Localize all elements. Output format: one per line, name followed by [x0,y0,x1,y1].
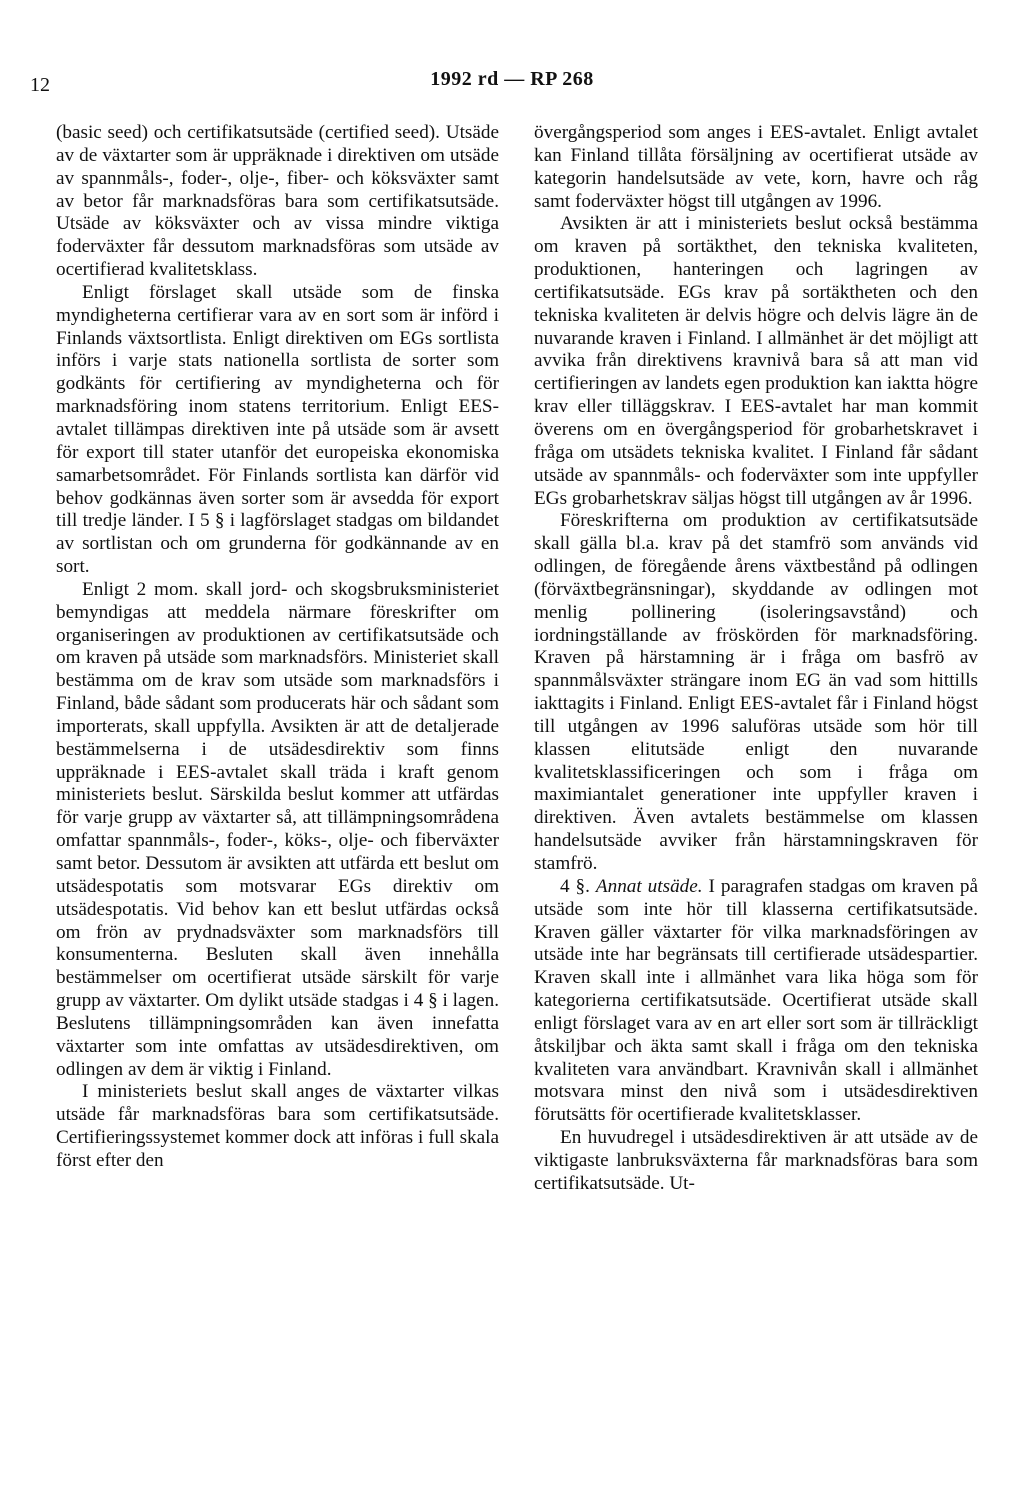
running-head: 1992 rd — RP 268 [430,68,594,90]
paragraph: Avsikten är att i ministeriets beslut också bestämma om kraven på sortäkthet, den tekniska kvaliteten, produktionen, hanteringen och lagringen av certifikatsutsäde. EGs krav på sortäktheten och den tekniska kvaliteten är delvis högre och delvis lägre än de nuvarande kraven i Finland. I allmänhet är det möjligt att avvika från direktivens kravnivå bara så att man vid certifieringen av landets egen produktion kan iaktta högre krav eller tilläggskrav. I EES-avtalet har man kommit överens om en övergångsperiod för grobarhetskravet i fråga om utsädets tekniska kvalitet. I Finland får sådant utsäde av spannmåls- och foderväxter som inte uppfyller EGs grobarhetskrav säljas högst till utgången av år 1996. [534,213,978,509]
paragraph: Enligt förslaget skall utsäde som de finska myndigheterna certifierar vara av en sort som är införd i Finlands växtsortlista. Enligt direktiven om EGs sortlista införs i varje stats nationella sortlista de sorter som godkänts för certifiering av myndigheterna och för marknadsföring inom statens territorium. Enligt EES-avtalet tillämpas direktiven inte på utsäde som är avsett för export till stater utanför det europeiska ekonomiska samarbetsområdet. För Finlands sortlista kan därför vid behov godkännas även sorter som är avsedda för export till tredje länder. I 5 § i lagförslaget stadgas om bildandet av sortlistan och om grunderna för godkännande av en sort. [56,281,499,578]
paragraph: I ministeriets beslut skall anges de växtarter vilkas utsäde får marknadsföras bara som certifikatsutsäde. Certifieringssystemet kommer dock att införas i full skala först efter den [56,1081,499,1171]
right-column [534,122,978,1196]
paragraph: Föreskrifterna om produktion av certifikatsutsäde skall gälla bl.a. krav på det stamfrö som används vid odlingen, de föregående årens växtbestånd på odlingen (förväxtbegränsningar), skyddande av odlingen mot menlig pollinering (isoleringsavstånd) och iordningställande av fröskörden för marknadsföring. Kraven på härstamning är i fråga om basfrö av spannmålsväxter strängare inom EG än vad som hittills iakttagits i Finland. Enligt EES-avtalet får i Finland högst till utgången av 1996 saluföras utsäde som hör till klassen elitutsäde enligt den nuvarande kvalitetsklassificeringen och som i fråga om maximiantalet generationer inte uppfyller kraven i direktiven. Även avtalets bestämmelse om klassen handelsutsäde avviker från härstamningskraven för stamfrö. [534,510,978,874]
section-number: 4 §. [560,875,590,897]
paragraph: övergångsperiod som anges i EES-avtalet. Enligt avtalet kan Finland tillåta försäljning av ocertifierat utsäde av kategorin handelsutsäde av vete, korn, havre och råg samt foderväxter högst till utgången av 1996. [534,122,978,212]
section-paragraph [534,876,978,1127]
paragraph: (basic seed) och certifikatsutsäde (certified seed). Utsäde av de växtarter som är uppräknade i direktiven om utsäde av spannmåls-, foder-, olje-, fiber- och köksväxter samt av betor får marknadsföras bara som certifikatsutsäde. Utsäde av köksväxter och av vissa mindre viktiga foderväxter får dessutom marknadsföras som utsäde av ocertifierad kvalitetsklass. [56,122,499,281]
left-column [56,122,499,1173]
page-number: 12 [30,74,50,96]
paragraph: Enligt 2 mom. skall jord- och skogsbruksministeriet bemyndigas att meddela närmare föreskrifter om organiseringen av produktionen av certifikatsutsäde och om kraven på utsäde som marknadsförs. Ministeriet skall bestämma om de krav som utsäde som marknadsförs i Finland, både sådant som producerats här och sådant som importerats, skall uppfylla. Avsikten är att de detaljerade bestämmelserna i de utsädesdirektiv som finns uppräknade i EES-avtalet skall träda i kraft genom ministeriets beslut. Särskilda beslut kommer att utfärdas för varje grupp av växtarter så, att tillämpningsområdena omfattar spannmåls-, foder-, köks-, olje- och fiberväxter samt betor. Dessutom är avsikten att utfärda ett beslut om utsädespotatis som motsvarar EGs direktiv om utsädespotatis. Vid behov kan ett beslut utfärdas också om frön av prydnadsväxter som marknadsförs till konsumenterna. Besluten skall även innehålla bestämmelser om ocertifierat utsäde särskilt för varje grupp av växtarter. Om dylikt utsäde stadgas i 4 § i lagen. Beslutens tillämpningsområden kan även innefatta växtarter som inte omfattas av utsädesdirektiven, om odlingen av dem är viktig i Finland. [56,578,499,1080]
section-heading: Annat utsäde. [595,875,703,897]
paragraph: En huvudregel i utsädesdirektiven är att utsäde av de viktigaste lanbruksväxterna får marknadsföras bara som certifikatsutsäde. Ut- [534,1127,978,1194]
section-body: I paragrafen stadgas om kraven på utsäde som inte hör till klasserna certifikatsutsäde. Kraven gäller växtarter för vilka marknadsföringen av utsäde inte har begränsats till certifierade utsädespartier. Kraven skall inte i allmänhet vara lika höga som för kategorierna certifikatsutsäde. Ocertifierat utsäde skall enligt förslaget vara av en art eller sort som är tillräckligt åtskiljbar och äkta samt skall i fråga om den tekniska kvaliteten vara användbart. Kravnivån skall i allmänhet motsvara minst den nivå som i utsädesdirektiven förutsätts för ocertifierade kvalitetsklasser. [534,875,979,1126]
